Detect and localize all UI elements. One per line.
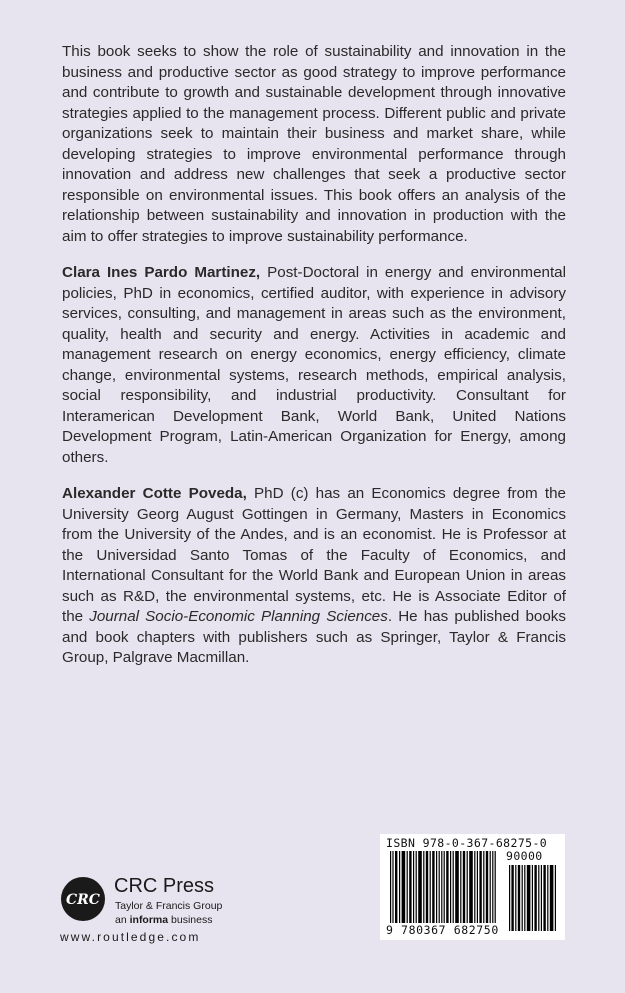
informa-prefix: an	[115, 914, 130, 926]
price-code: 90000	[506, 849, 543, 863]
book-description: This book seeks to show the role of sustainability and innovation in the business and productive sector as good strategy to improve performance and contribute to growth and sustainable development through innovative strategies applied to the management process. Different public and private organizations seek to maintain their business and market share, while developing strategies to improve environmental performance through innovation and address new challenges that seek a productive sector responsible on environmental issues. This book offers an analysis of the relationship between sustainability and innovation in production with the aim to offer strategies to improve sustainability performance.	[62, 43, 566, 245]
crc-logo-text: CRC	[66, 892, 100, 908]
isbn-barcode	[380, 834, 565, 940]
author-bio-2	[62, 484, 566, 669]
author-bio-1-text: Post-Doctoral in energy and environmental policies, PhD in economics, certified auditor, with experience in advisory services, consulting, and management in areas such as the environment, quality, health and security and energy. Activities in academic and management research on energy economics, energy efficiency, climate change, environmental systems, research methods, empirical analysis, social responsibility, and industrial productivity. Consultant for Interamerican Development Bank, World Bank, United Nations Development Program, Latin-American Organization for Energy, among others.	[62, 264, 566, 466]
author-bio-2-text: PhD (c) has an Economics degree from the University Georg August Gottingen in Germany, Masters in Economics from the University of the Andes, and is an economist. He is Professor at the Universidad Santo Tomas of the Faculty of Economics, and International Consultant for the World Bank and European Union in areas such as R&D, the environmental systems, etc. He is Associate Editor of the	[62, 485, 566, 625]
journal-title: Journal Socio-Economic Planning Sciences	[89, 608, 388, 625]
publisher-group: Taylor & Francis Group	[115, 900, 223, 912]
ean-digits: 9 780367 682750	[386, 923, 499, 937]
back-cover-text	[62, 42, 566, 685]
crc-logo-icon	[60, 876, 106, 922]
author-name-1: Clara Ines Pardo Martinez,	[62, 264, 261, 281]
author-name-2: Alexander Cotte Poveda,	[62, 485, 247, 502]
informa-suffix: business	[168, 914, 213, 926]
informa-tagline	[115, 914, 212, 926]
author-bio-1	[62, 263, 566, 468]
price-addon-bars	[508, 865, 558, 931]
publisher-block	[60, 873, 300, 953]
informa-bold: informa	[129, 914, 169, 926]
author-bio-2-text-end: . He has published books and book chapters with publishers such as Springer, Taylor & Francis Group, Palgrave Macmillan.	[62, 608, 566, 666]
ean-barcode-bars	[388, 851, 500, 931]
isbn-label: ISBN 978-0-367-68275-0	[386, 836, 548, 850]
publisher-name: CRC Press	[114, 875, 215, 897]
publisher-url[interactable]: www.routledge.com	[60, 930, 201, 944]
